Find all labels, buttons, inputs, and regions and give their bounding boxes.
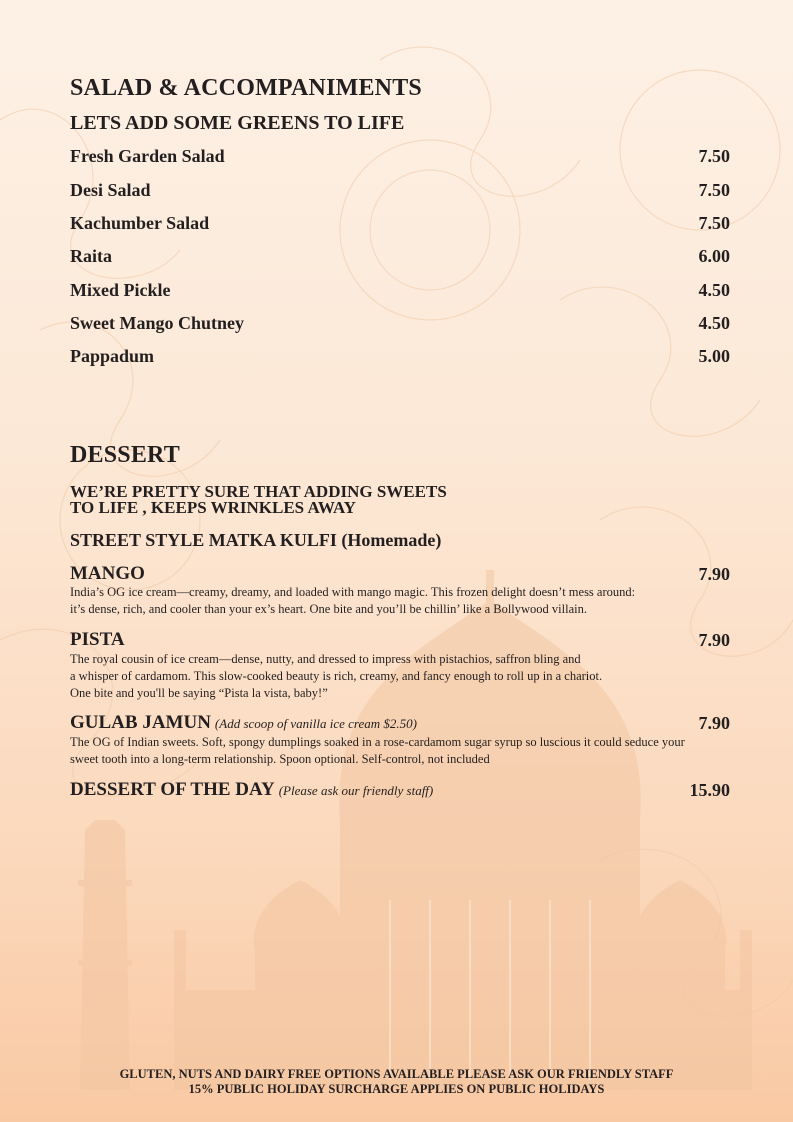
dessert-section-title: DESSERT — [70, 442, 180, 468]
salad-section-title: SALAD & ACCOMPANIMENTS — [70, 75, 422, 101]
dessert-item-name: MANGO — [70, 563, 145, 584]
menu-item-price: 4.50 — [698, 313, 730, 333]
menu-item-price: 7.50 — [698, 146, 730, 166]
dessert-item-description — [70, 584, 635, 618]
dessert-item-price: 15.90 — [689, 780, 730, 800]
description-line: One bite and you'll be saying “Pista la vista, baby!” — [70, 686, 328, 700]
dessert-item-header — [70, 779, 433, 801]
description-line: India’s OG ice cream—creamy, dreamy, and loaded with mango magic. This frozen delight doesn’t mess around: — [70, 585, 636, 599]
description-line: sweet tooth into a long-term relationship. Spoon optional. Self-control, not included — [70, 752, 490, 766]
menu-item-name: Mixed Pickle — [70, 280, 171, 300]
menu-item-name: Raita — [70, 246, 112, 266]
salad-section-subtitle: LETS ADD SOME GREENS TO LIFE — [70, 112, 405, 134]
dessert-item-note: (Add scoop of vanilla ice cream $2.50) — [214, 716, 417, 731]
menu-item-price: 5.00 — [698, 346, 730, 366]
dessert-item-price: 7.90 — [698, 564, 730, 584]
menu-item-price: 6.00 — [698, 246, 730, 266]
dessert-item-note: (Please ask our friendly staff) — [278, 783, 434, 798]
footer-surcharge-note: 15% PUBLIC HOLIDAY SURCHARGE APPLIES ON PUBLIC HOLIDAYS — [188, 1082, 605, 1096]
menu-item-name: Kachumber Salad — [70, 213, 210, 233]
dessert-item-header — [70, 712, 417, 734]
menu-item-name: Desi Salad — [70, 180, 151, 200]
footer-dietary-note: GLUTEN, NUTS AND DAIRY FREE OPTIONS AVAILABLE PLEASE ASK OUR FRIENDLY STAFF — [119, 1067, 674, 1081]
dessert-item-name: GULAB JAMUN — [70, 712, 211, 733]
description-line: it’s dense, rich, and cooler than your ex’s heart. One bite and you’ll be chillin’ like a Bollywood villain. — [70, 602, 587, 616]
menu-item-name: Fresh Garden Salad — [70, 146, 225, 166]
dessert-item-description — [70, 651, 602, 702]
menu-item-name: Sweet Mango Chutney — [70, 313, 244, 333]
kulfi-heading: STREET STYLE MATKA KULFI (Homemade) — [70, 530, 442, 550]
dessert-item-name: DESSERT OF THE DAY — [70, 779, 275, 800]
description-line: The royal cousin of ice cream—dense, nutty, and dressed to impress with pistachios, saffron bling and — [70, 652, 581, 666]
dessert-tagline-line: WE’RE PRETTY SURE THAT ADDING SWEETS — [70, 482, 447, 501]
dessert-item-name: PISTA — [70, 629, 125, 650]
menu-item-price: 7.50 — [698, 213, 730, 233]
menu-item-price: 7.50 — [698, 180, 730, 200]
dessert-tagline-line: TO LIFE , KEEPS WRINKLES AWAY — [70, 498, 356, 517]
menu-item-name: Pappadum — [70, 346, 155, 366]
description-line: a whisper of cardamom. This slow-cooked beauty is rich, creamy, and fancy enough to roll up in a chariot. — [70, 669, 603, 683]
description-line: The OG of Indian sweets. Soft, spongy dumplings soaked in a rose-cardamom sugar syrup so luscious it could seduce your — [70, 735, 685, 749]
menu-item-price: 4.50 — [698, 280, 730, 300]
dessert-item-description — [70, 734, 685, 768]
dessert-item-price: 7.90 — [698, 713, 730, 733]
dessert-item-price: 7.90 — [698, 630, 730, 650]
